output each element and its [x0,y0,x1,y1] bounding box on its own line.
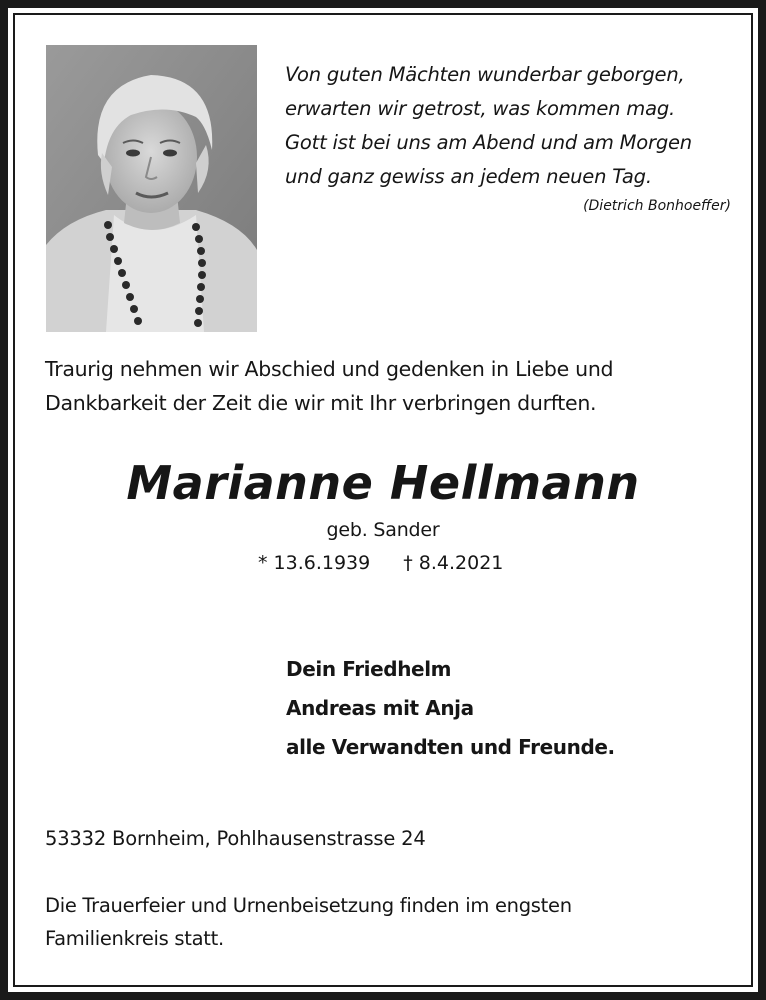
life-dates [258,552,503,574]
quote-line: Von guten Mächten wunderbar geborgen, [285,63,685,86]
quote-line: und ganz gewiss an jedem neuen Tag. [285,165,652,188]
mourner: Dein Friedhelm [286,657,452,681]
address: 53332 Bornheim, Pohlhausenstrasse 24 [45,827,426,850]
deceased-name: Marianne Hellmann [126,456,640,510]
mourners-list [286,650,615,767]
quote-line: Gott ist bei uns am Abend und am Morgen [285,131,692,154]
bible-quote [285,58,735,194]
maiden-name: geb. Sander [326,519,440,541]
death-date: † 8.4.2021 [403,552,504,574]
mourner: alle Verwandten und Freunde. [286,735,615,759]
funeral-note [45,889,735,955]
quote-line: erwarten wir getrost, was kommen mag. [285,97,676,120]
note-line: Die Trauerfeier und Urnenbeisetzung finden im engsten [45,894,572,917]
portrait-photo [46,45,257,332]
birth-date: * 13.6.1939 [258,552,371,574]
mourner: Andreas mit Anja [286,696,474,720]
note-line: Familienkreis statt. [45,927,224,950]
intro-line: Dankbarkeit der Zeit die wir mit Ihr verbringen durften. [45,391,597,415]
quote-author: (Dietrich Bonhoeffer) [583,198,731,214]
intro-line: Traurig nehmen wir Abschied und gedenken in Liebe und [45,357,614,381]
intro-text [45,352,735,420]
